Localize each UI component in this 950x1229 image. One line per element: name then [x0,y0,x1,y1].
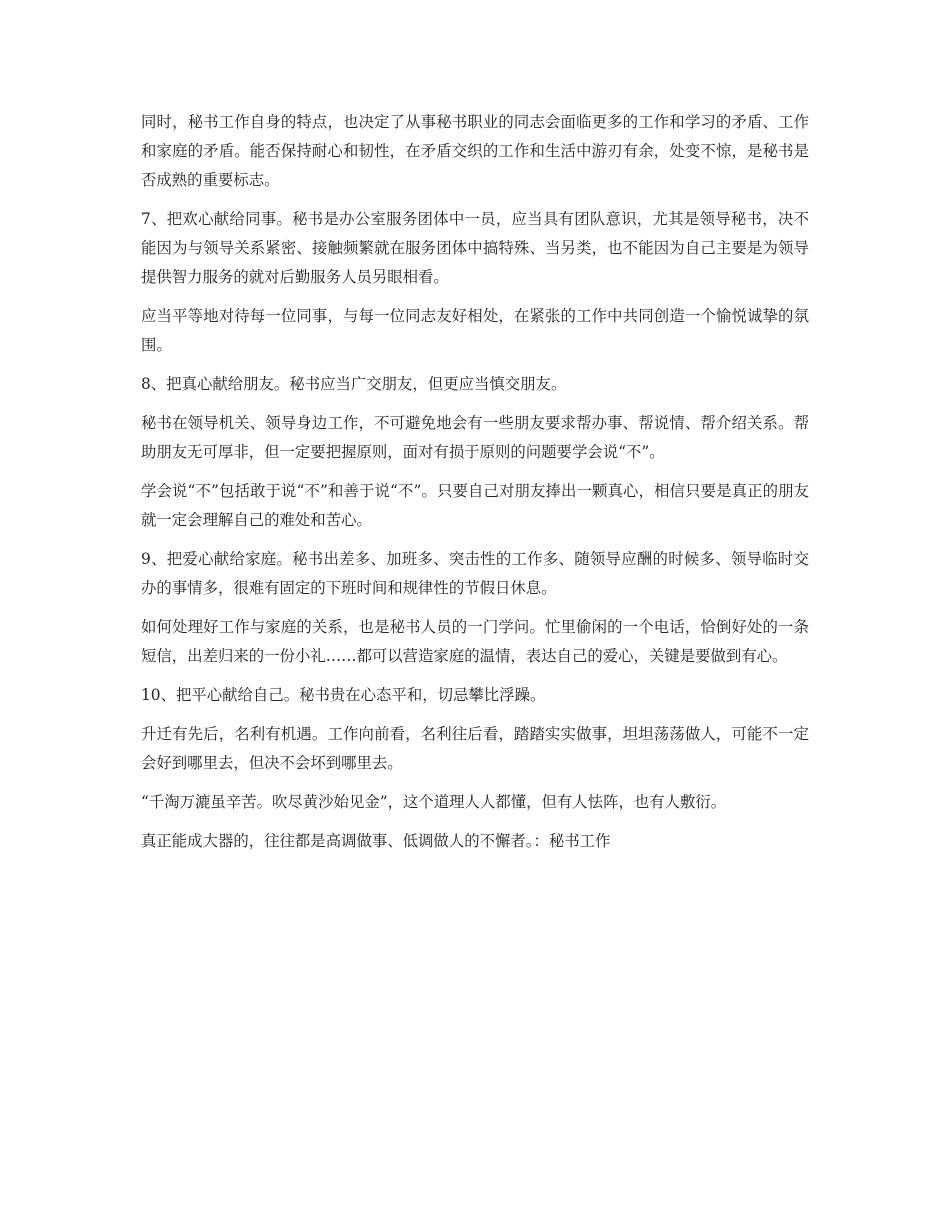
paragraph: 应当平等地对待每一位同事，与每一位同志友好相处，在紧张的工作中共同创造一个愉悦诚挚的氛围。 [141,307,809,354]
paragraph: 如何处理好工作与家庭的关系，也是秘书人员的一门学问。忙里偷闲的一个电话，恰倒好处的一条短信，出差归来的一份小礼……都可以营造家庭的温情，表达自己的爱心，关键是要做到有心。 [141,618,809,665]
paragraph: 秘书在领导机关、领导身边工作，不可避免地会有一些朋友要求帮办事、帮说情、帮介绍关系。帮助朋友无可厚非，但一定要把握原则，面对有损于原则的问题要学会说“不”。 [141,414,809,461]
paragraph: 8、把真心献给朋友。秘书应当广交朋友，但更应当慎交朋友。 [141,375,567,393]
document-page [141,108,809,866]
paragraph: 10、把平心献给自己。秘书贵在心态平和，切忌攀比浮躁。 [141,686,546,704]
paragraph: 7、把欢心献给同事。秘书是办公室服务团体中一员，应当具有团队意识，尤其是领导秘书，决不能因为与领导关系紧密、接触频繁就在服务团体中搞特殊、当另类，也不能因为自己主要是为领导提供智力服务的就对后勤服务人员另眼相看。 [141,210,809,286]
paragraph: 升迁有先后，名利有机遇。工作向前看，名利往后看，踏踏实实做事，坦坦荡荡做人，可能不一定会好到哪里去，但决不会坏到哪里去。 [141,725,809,772]
paragraph: 9、把爱心献给家庭。秘书出差多、加班多、突击性的工作多、随领导应酬的时候多、领导临时交办的事情多，很难有固定的下班时间和规律性的节假日休息。 [141,550,809,597]
paragraph: 同时，秘书工作自身的特点，也决定了从事秘书职业的同志会面临更多的工作和学习的矛盾、工作和家庭的矛盾。能否保持耐心和韧性，在矛盾交织的工作和生活中游刃有余，处变不惊，是秘书是否成熟的重要标志。 [141,113,809,189]
paragraph: 学会说“不”包括敢于说“不”和善于说“不”。只要自己对朋友捧出一颗真心，相信只要是真正的朋友就一定会理解自己的难处和苦心。 [141,482,809,529]
paragraph: 真正能成大器的，往往都是高调做事、低调做人的不懈者。：秘书工作 [141,832,611,850]
paragraph: “千淘万漉虽辛苦。吹尽黄沙始见金”，这个道理人人都懂，但有人怯阵，也有人敷衍。 [141,793,727,811]
